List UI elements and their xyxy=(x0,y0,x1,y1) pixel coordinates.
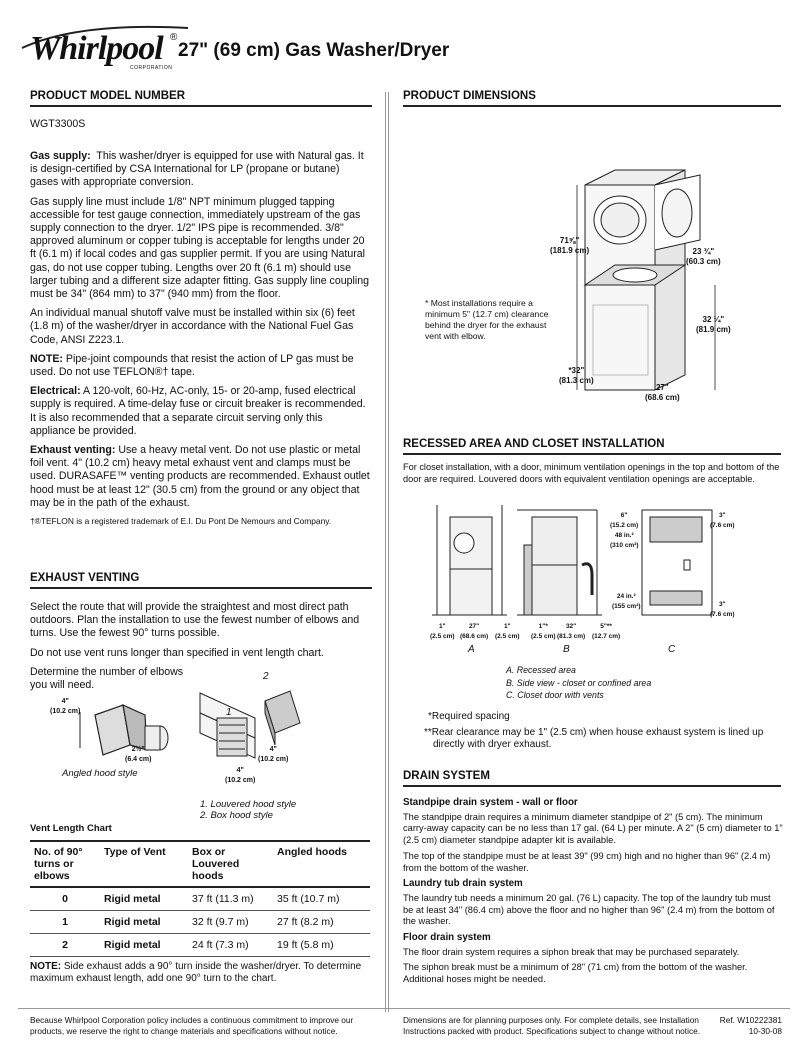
washer-dryer-illustration xyxy=(575,165,725,395)
electrical-text: A 120-volt, 60-Hz, AC-only, 15- or 20-amp, fused electrical supply is required. A time-delay fuse or circuit breaker is recommended. It is also recommended that a separate circuit serving only this appliance be provided. xyxy=(30,385,366,437)
table-row: 2 Rigid metal 24 ft (7.3 m) 19 ft (5.8 m) xyxy=(30,934,370,957)
tub-heading: Laundry tub drain system xyxy=(403,878,523,890)
dim-width: 27" (68.6 cm) xyxy=(645,383,680,402)
dim-door: 23 ¾" (60.3 cm) xyxy=(686,247,721,266)
required-spacing-note: *Required spacing xyxy=(428,711,510,722)
gas-line-text: Gas supply line must include 1/8" NPT minimum plugged tapping accessible for test gauge connection, immediately upstream of the gas supply connection to the dryer. 1/2" IPS pipe is recommended. 3/8" approved aluminum or copper tubing is acceptable for lengths under 20 ft (6.1 m) if local codes and gas supplier permit. If you are using Natural gas, do not use copper tubing. Lengths over 20 ft (6.1 m) should use larger tubing and a different size adapter fitting. Gas supply line coupling must be 34" (864 mm) to 37" (940 mm) from the floor. xyxy=(30,195,370,301)
dimensions-note: * Most installations require a minimum 5" (12.7 cm) clearance behind the dryer for the exhaust vent with elbow. xyxy=(425,298,549,341)
model-number: WGT3300S xyxy=(30,118,86,130)
angled-dim-4: 4" (10.2 cm) xyxy=(50,698,81,715)
drain-section xyxy=(403,793,783,986)
exhaust-p1: Select the route that will provide the straightest and most direct path outdoors. Plan the installation to use the fewest number of elbows and turns. Use the fewest 90° turns possible. xyxy=(30,601,360,640)
rear-clearance-note: **Rear clearance may be 1" (2.5 cm) when house exhaust system is lined up directly with dryer exhaust. xyxy=(424,727,764,750)
standpipe-text-2: The top of the standpipe must be at least 39" (99 cm) high and no higher than 96" (2.4 m) from the bottom of the washer. xyxy=(403,850,771,873)
col-header-type: Type of Vent xyxy=(100,841,188,887)
page-title: 27" (69 cm) Gas Washer/Dryer xyxy=(178,40,450,61)
dim-c3b: 3" (7.6 cm) xyxy=(710,601,735,618)
brand-logo: Whirlpool xyxy=(30,30,163,67)
col-header-angled: Angled hoods xyxy=(273,841,370,887)
recessed-heading: RECESSED AREA AND CLOSET INSTALLATION xyxy=(403,438,781,455)
diagram-label-c: C xyxy=(668,644,676,655)
recessed-diagrams xyxy=(432,505,732,640)
dim-b32: 32" (81.3 cm) xyxy=(557,623,586,640)
exhaust-p3b: you will need. xyxy=(30,679,95,692)
table-row: 0 Rigid metal 37 ft (11.3 m) 35 ft (10.7 m) xyxy=(30,887,370,911)
hood-number-1: 1 xyxy=(226,707,232,718)
registered-mark: ® xyxy=(170,32,178,43)
exhaust-text: Use a heavy metal vent. Do not use plastic or metal foil vent. 4" (10.2 cm) heavy metal exhaust vent and clamps must be used. DURASAFE™ venting products are recommended. Exhaust outlet hood must be at least 12" (30.5 cm) from the ground or any object that may be in the path of the exhaust. xyxy=(30,444,370,509)
product-dimensions-heading: PRODUCT DIMENSIONS xyxy=(403,90,781,107)
dim-c3a: 3" (7.6 cm) xyxy=(710,512,735,529)
vent-chart-title: Vent Length Chart xyxy=(30,823,112,834)
louver-dim-4: 4" (10.2 cm) xyxy=(225,767,256,784)
dim-b5: 5"** (12.7 cm) xyxy=(592,623,621,640)
recessed-captions: A. Recessed area B. Side view - closet or confined area C. Closet door with vents xyxy=(506,665,652,700)
tub-text: The laundry tub needs a minimum 20 gal. (76 L) capacity. The top of the laundry tub must be at least 34" (86.4 cm) above the floor and no higher than 96" (2.4 m) from the bottom of the washer. xyxy=(403,892,775,927)
teflon-note: †®TEFLON is a registered trademark of E.I. Du Pont De Nemours and Company. xyxy=(30,516,332,527)
exhaust-p2: Do not use vent runs longer than specified in vent length chart. xyxy=(30,646,324,659)
model-number-heading: PRODUCT MODEL NUMBER xyxy=(30,90,372,107)
exhaust-venting-heading: EXHAUST VENTING xyxy=(30,572,372,589)
note-text: Pipe-joint compounds that resist the action of LP gas must be used. Do not use TEFLON®† tape. xyxy=(30,352,354,379)
dim-lower: 32 ¼" (81.9 cm) xyxy=(696,315,731,334)
floor-drain-heading: Floor drain system xyxy=(403,932,491,944)
col-header-turns: No. of 90° turns or elbows xyxy=(30,841,100,887)
dim-height: 71⅝" (181.9 cm) xyxy=(550,236,590,255)
column-divider xyxy=(388,92,389,1012)
electrical-label: Electrical: xyxy=(30,385,81,398)
angled-dim-2half: 2½" (6.4 cm) xyxy=(125,746,152,763)
footer-ref: Ref. W10222381 10-30-08 xyxy=(719,1015,782,1036)
box-dim-4: 4" (10.2 cm) xyxy=(258,746,289,763)
vent-chart-note: NOTE: Side exhaust adds a 90° turn inside the washer/dryer. To determine maximum exhaust length, add one 90° turn to the chart. xyxy=(30,961,362,984)
hood-number-2: 2 xyxy=(263,671,269,682)
specs-section xyxy=(30,150,370,533)
page-header xyxy=(18,20,790,80)
dim-b6: 6" (15.2 cm) xyxy=(610,512,639,529)
dim-a1b: 1" (2.5 cm) xyxy=(495,623,520,640)
dim-b1: 1"* (2.5 cm) xyxy=(531,623,556,640)
floor-text-2: The siphon break must be a minimum of 28" (71 cm) from the bottom of the washer. Additional hoses might be needed. xyxy=(403,962,748,985)
recessed-intro: For closet installation, with a door, minimum ventilation openings in the top and bottom of the door are required. Louvered doors with equivalent ventilation openings are acceptable. xyxy=(403,462,780,484)
angled-hood-caption: Angled hood style xyxy=(62,768,138,779)
shutoff-text: An individual manual shutoff valve must be installed within six (6) feet (1.8 m) of the washer/dryer in accordance with the National Fuel Gas Code, ANSI Z223.1. xyxy=(30,307,355,346)
footer-rule xyxy=(18,1008,790,1009)
diagram-label-b: B xyxy=(563,644,570,655)
standpipe-text-1: The standpipe drain requires a minimum diameter standpipe of 2" (5 cm). The minimum carry-away capacity can be no less than 17 gal. (64 L) per minute. A 2" (5 cm) diameter to 1" (2.5 cm) diameter standpipe adapter kit is available. xyxy=(403,811,783,846)
vent-length-table xyxy=(30,840,370,957)
logo-corporation: CORPORATION xyxy=(130,65,173,71)
dim-c24: 24 in.² (155 cm²) xyxy=(612,593,641,610)
exhaust-p3a: Determine the number of elbows xyxy=(30,665,184,678)
footer-left: Because Whirlpool Corporation policy includes a continuous commitment to improve our products, we reserve the right to change materials and specifications without notice. xyxy=(30,1015,354,1036)
floor-text-1: The floor drain system requires a siphon break that may be purchased separately. xyxy=(403,946,740,957)
table-row: 1 Rigid metal 32 ft (9.7 m) 27 ft (8.2 m) xyxy=(30,911,370,934)
hood-legend: 1. Louvered hood style 2. Box hood style xyxy=(200,799,297,821)
footer-mid: Dimensions are for planning purposes only. For complete details, see Installation Instructions packed with product. Specifications subject to change without notice. xyxy=(403,1015,701,1036)
exhaust-label: Exhaust venting: xyxy=(30,444,116,457)
standpipe-heading: Standpipe drain system - wall or floor xyxy=(403,797,578,808)
gas-supply-text: This washer/dryer is equipped for use with Natural gas. It is design-certified by CSA International for LP (propane or butane) gases with appropriate conversion. xyxy=(30,150,364,189)
louvered-box-hood-illustration xyxy=(195,683,345,783)
drain-heading: DRAIN SYSTEM xyxy=(403,770,781,787)
dim-a27: 27" (68.6 cm) xyxy=(460,623,489,640)
gas-supply-label: Gas supply: xyxy=(30,150,91,162)
dim-c48: 48 in.² (310 cm²) xyxy=(610,532,639,549)
dim-a1: 1" (2.5 cm) xyxy=(430,623,455,640)
col-header-box: Box or Louvered hoods xyxy=(188,841,273,887)
column-divider xyxy=(385,92,386,1012)
dim-depth: *32" (81.3 cm) xyxy=(559,366,594,385)
diagram-label-a: A xyxy=(468,644,475,655)
note-label: NOTE: xyxy=(30,352,63,365)
